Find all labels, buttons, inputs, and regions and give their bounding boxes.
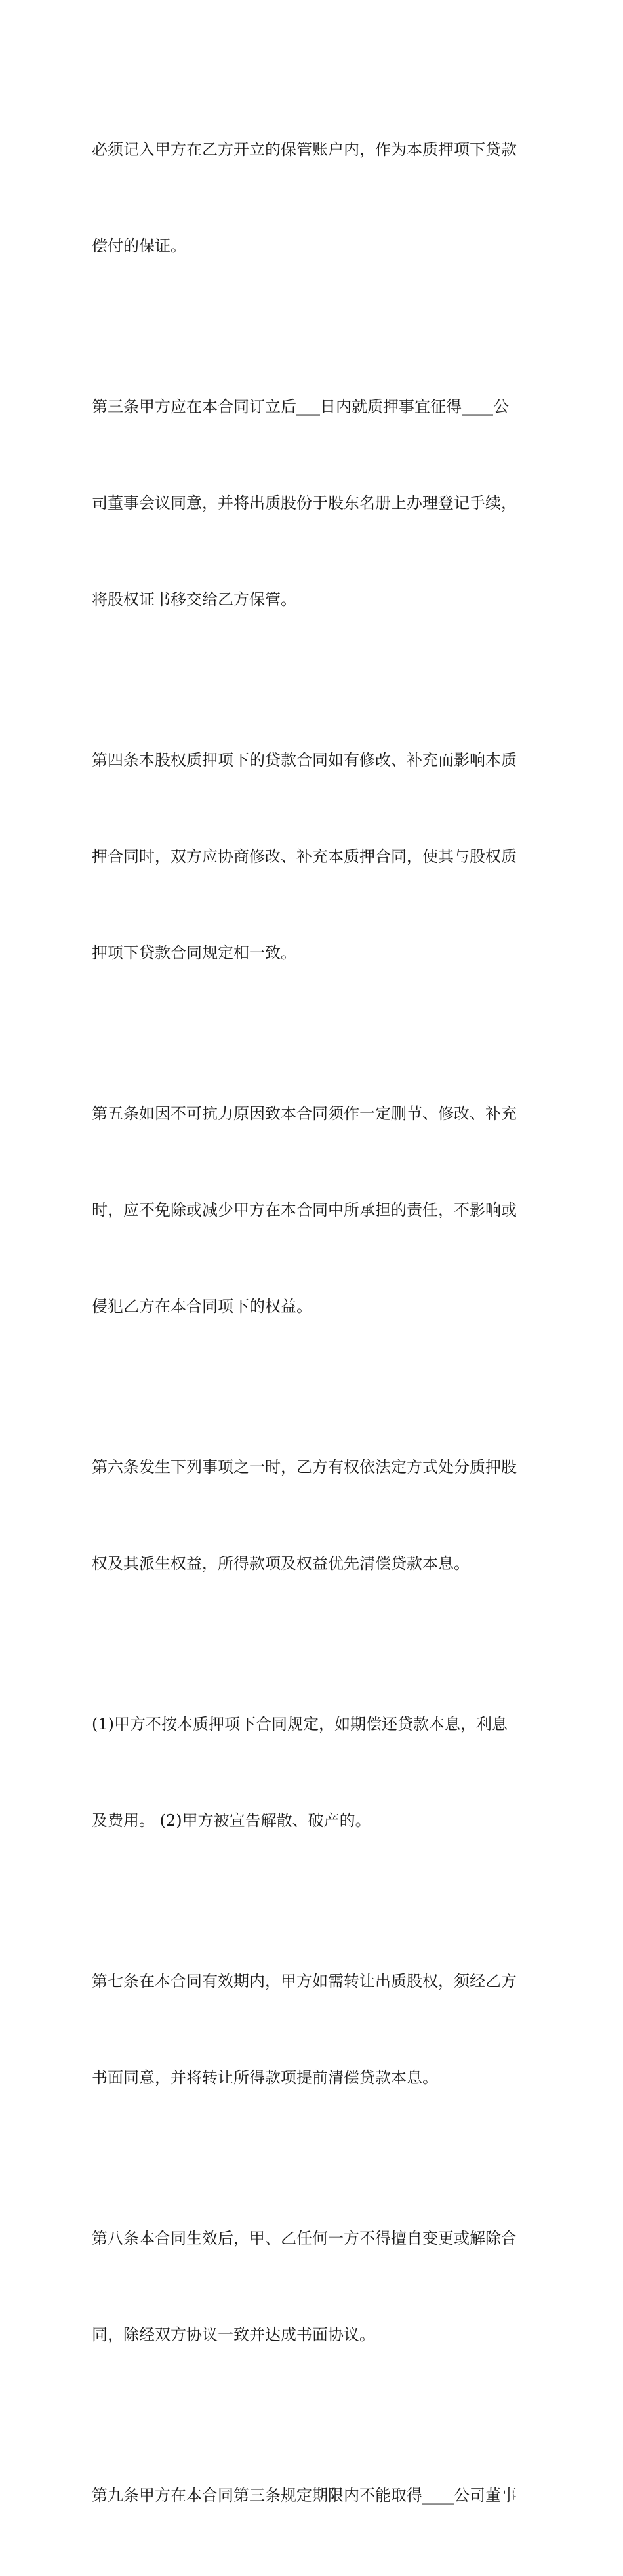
article-3 <box>92 327 538 680</box>
contract-body <box>92 70 538 2576</box>
text-line: 时，应不免除或减少甲方在本合同中所承担的责任，不影响或 <box>92 1201 517 1219</box>
article-8 <box>92 2158 538 2415</box>
text-line: 必须记入甲方在乙方开立的保管账户内，作为本质押项下贷款 <box>92 140 517 159</box>
text-line: 押项下贷款合同规定相一致。 <box>92 944 296 962</box>
text-line: 第六条发生下列事项之一时，乙方有权依法定方式处分质押股 <box>92 1458 517 1476</box>
text-line: 将股权证书移交给乙方保管。 <box>92 590 296 609</box>
article-5 <box>92 1034 538 1387</box>
text-line: 第八条本合同生效后，甲、乙任何一方不得擅自变更或解除合 <box>92 2229 517 2247</box>
article-7 <box>92 1901 538 2158</box>
text-line: 第五条如因不可抗力原因致本合同须作一定删节、修改、补充 <box>92 1104 517 1123</box>
text-line: 第四条本股权质押项下的贷款合同如有修改、补充而影响本质 <box>92 751 517 769</box>
text-line: 第七条在本合同有效期内，甲方如需转让出质股权，须经乙方 <box>92 1972 517 1990</box>
text-line: 及费用。 (2)甲方被宣告解散、破产的。 <box>92 1811 371 1830</box>
article-6-items <box>92 1644 538 1901</box>
text-line: 押合同时，双方应协商修改、补充本质押合同，使其与股权质 <box>92 847 517 866</box>
paragraph-continuation <box>92 70 538 327</box>
text-line: 偿付的保证。 <box>92 237 186 255</box>
text-line: 同，除经双方协议一致并达成书面协议。 <box>92 2325 375 2344</box>
article-4 <box>92 680 538 1034</box>
text-line: 第九条甲方在本合同第三条规定期限内不能取得____公司董事 <box>92 2486 517 2505</box>
text-line: (1)甲方不按本质押项下合同规定，如期偿还贷款本息，利息 <box>92 1715 508 1733</box>
text-line: 书面同意，并将转让所得款项提前清偿贷款本息。 <box>92 2068 438 2087</box>
article-6 <box>92 1387 538 1644</box>
article-9 <box>92 2415 538 2576</box>
text-line: 第三条甲方应在本合同订立后___日内就质押事宜征得____公 <box>92 397 509 416</box>
text-line: 权及其派生权益，所得款项及权益优先清偿贷款本息。 <box>92 1554 470 1573</box>
text-line: 司董事会议同意，并将出质股份于股东名册上办理登记手续， <box>92 494 517 512</box>
text-line: 侵犯乙方在本合同项下的权益。 <box>92 1297 312 1316</box>
